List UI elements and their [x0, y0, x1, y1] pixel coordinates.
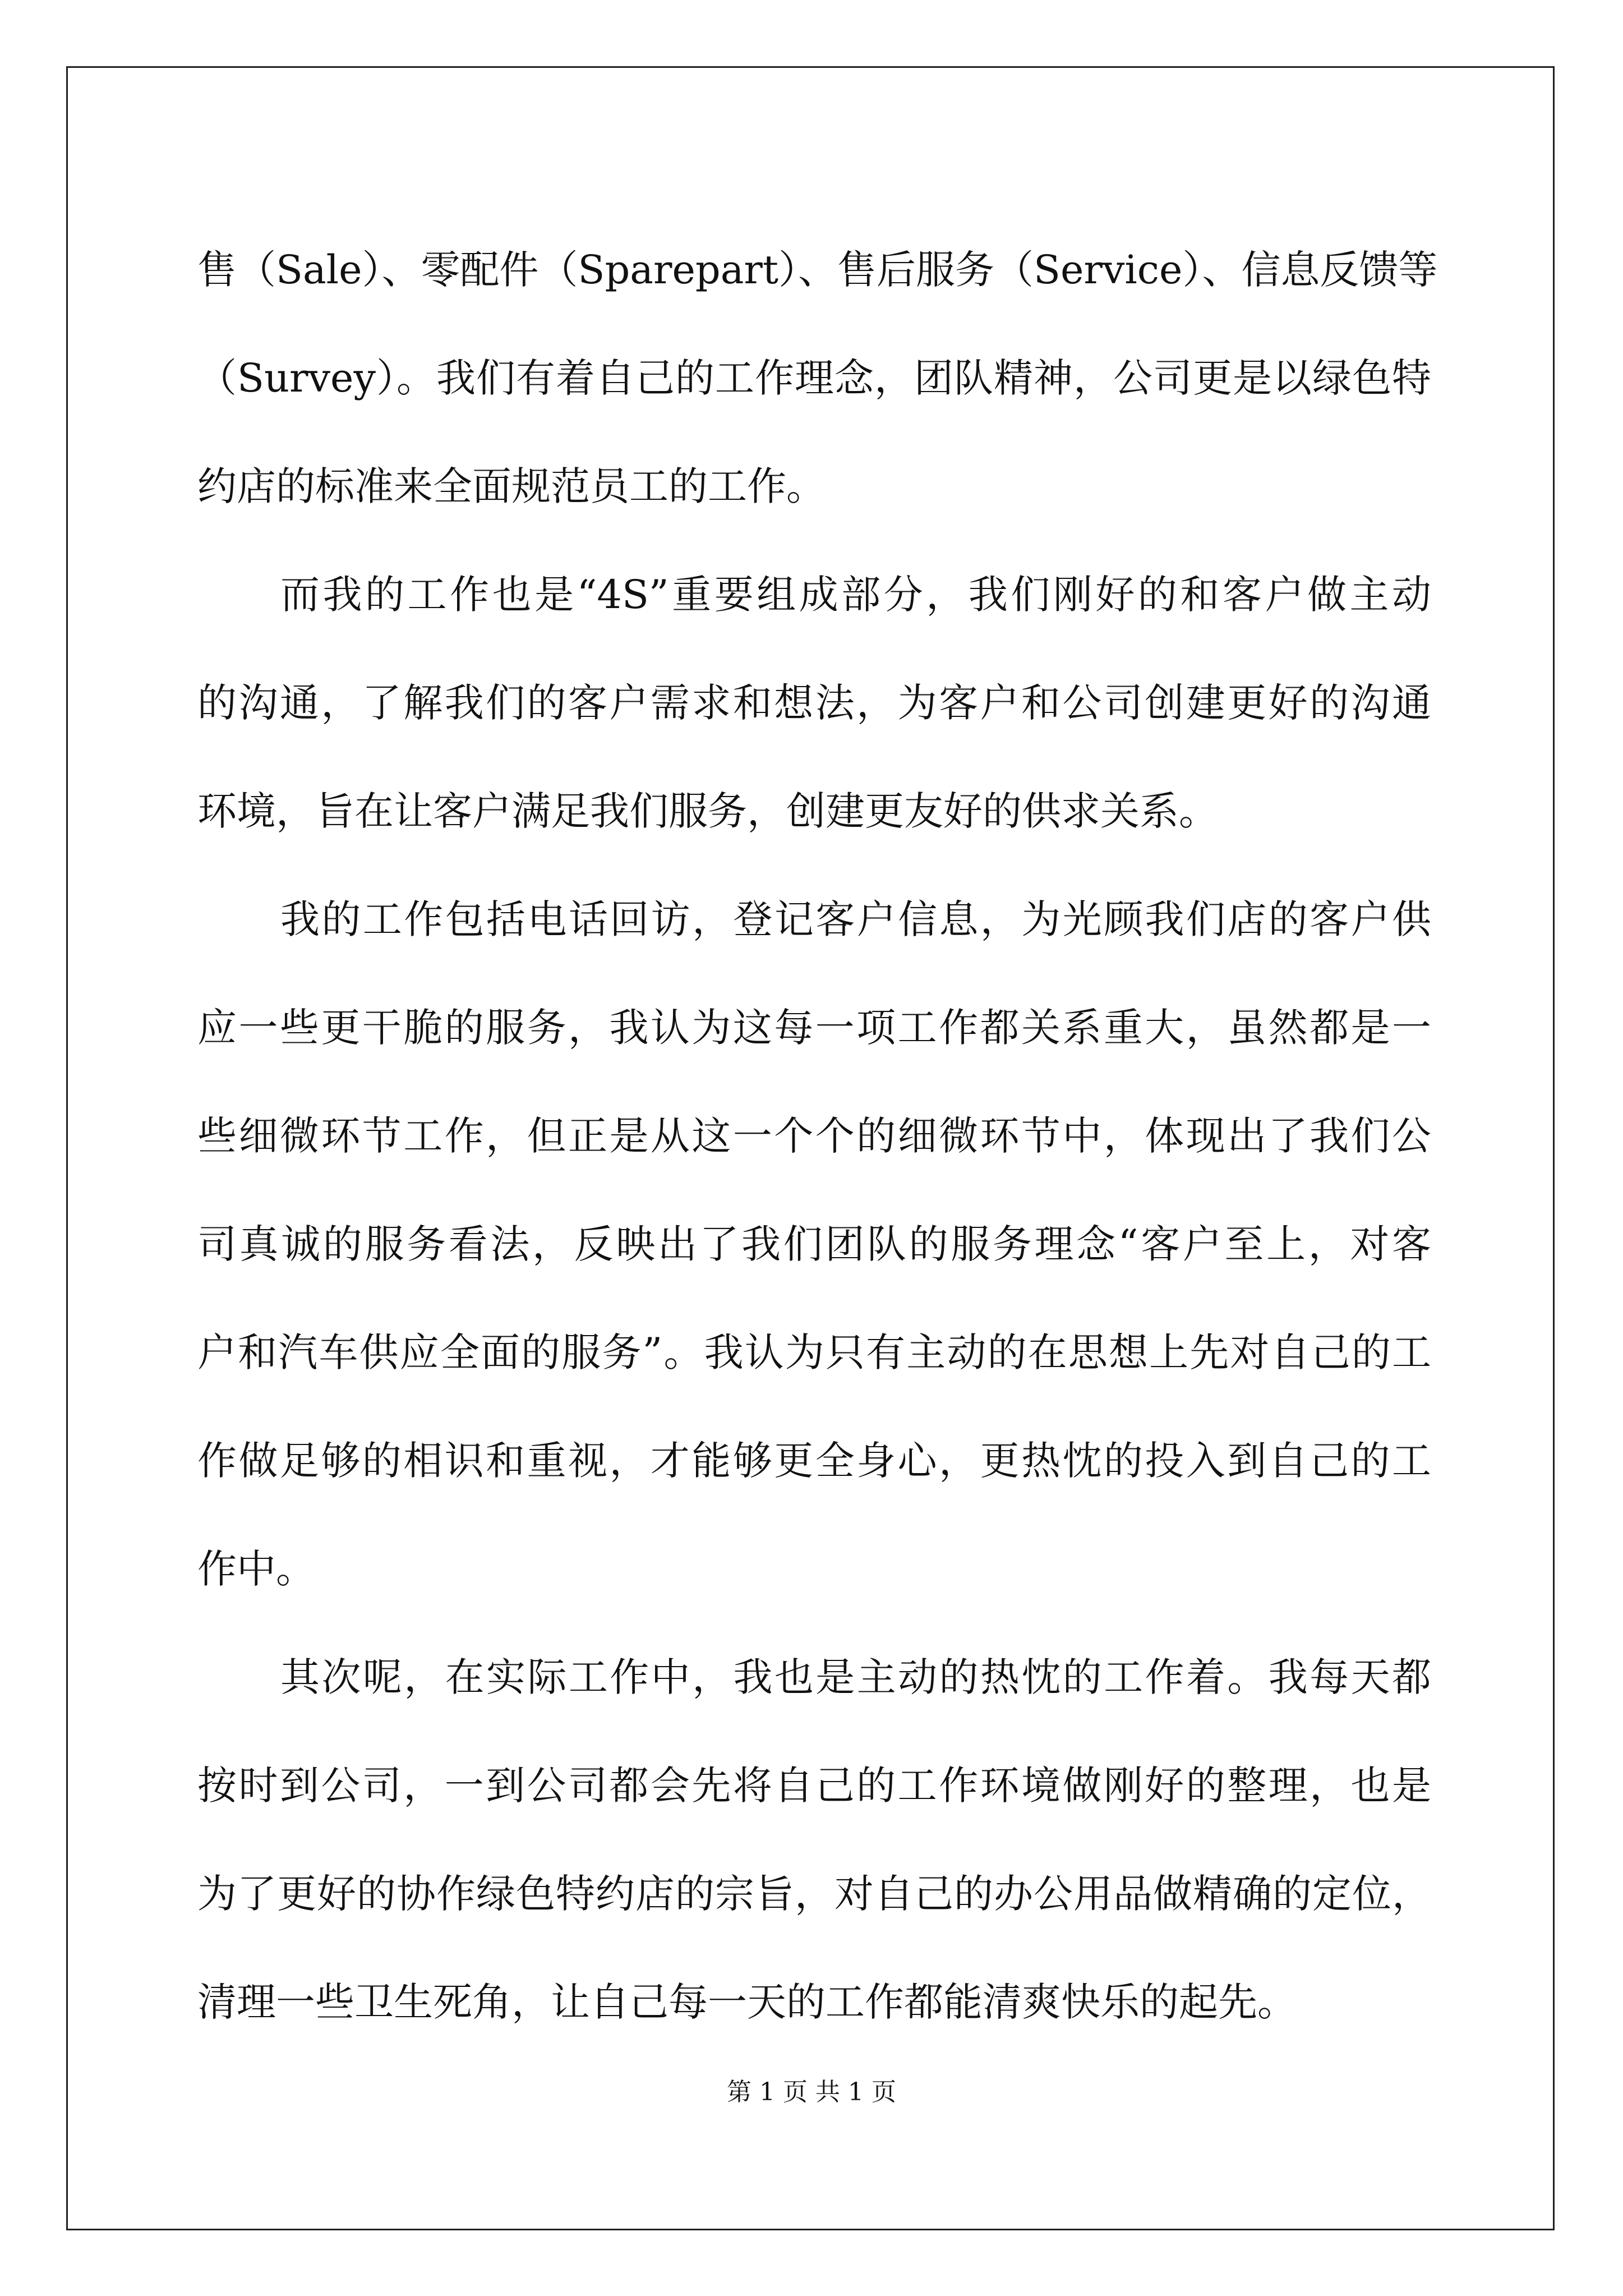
- paragraph-line: 应一些更干脆的服务，我认为这每一项工作都关系重大，虽然都是一: [197, 1005, 1431, 1051]
- paragraph-line: 其次呢，在实际工作中，我也是主动的热忱的工作着。我每天都: [280, 1654, 1431, 1700]
- document-body: [197, 216, 1438, 2056]
- paragraph-line: 些细微环节工作，但正是从这一个个的细微环节中，体现出了我们公: [197, 1113, 1431, 1159]
- paragraph-line: 户和汽车供应全面的服务”。我认为只有主动的在思想上先对自己的工: [197, 1329, 1431, 1375]
- paragraph-line: 司真诚的服务看法，反映出了我们团队的服务理念“客户至上，对客: [197, 1221, 1431, 1267]
- paragraph-line: 而我的工作也是“4S”重要组成部分，我们刚好的和客户做主动: [280, 572, 1431, 618]
- paragraph-line: 清理一些卫生死角，让自己每一天的工作都能清爽快乐的起先。: [197, 1979, 1297, 2025]
- paragraph-line: （Survey）。我们有着自己的工作理念，团队精神，公司更是以绿色特: [197, 355, 1431, 401]
- page-number-text: 第 1 页 共 1 页: [727, 2078, 896, 2106]
- paragraph-line: 的沟通，了解我们的客户需求和想法，为客户和公司创建更好的沟通: [197, 680, 1431, 726]
- paragraph-line: 环境，旨在让客户满足我们服务，创建更友好的供求关系。: [197, 788, 1218, 834]
- paragraph-line: 售（Sale）、零配件（Sparepart）、售后服务（Service）、信息反馈等: [197, 247, 1438, 293]
- paragraph-line: 为了更好的协作绿色特约店的宗旨，对自己的办公用品做精确的定位，: [197, 1871, 1431, 1917]
- paragraph-line: 作中。: [197, 1546, 315, 1592]
- page-footer: [0, 2076, 1623, 2109]
- paragraph-line: 我的工作包括电话回访，登记客户信息，为光顾我们店的客户供: [280, 896, 1431, 942]
- paragraph-line: 作做足够的相识和重视，才能够更全身心，更热忱的投入到自己的工: [197, 1438, 1431, 1484]
- paragraph-line: 按时到公司，一到公司都会先将自己的工作环境做刚好的整理，也是: [197, 1763, 1431, 1809]
- paragraph-line: 约店的标准来全面规范员工的工作。: [197, 463, 826, 509]
